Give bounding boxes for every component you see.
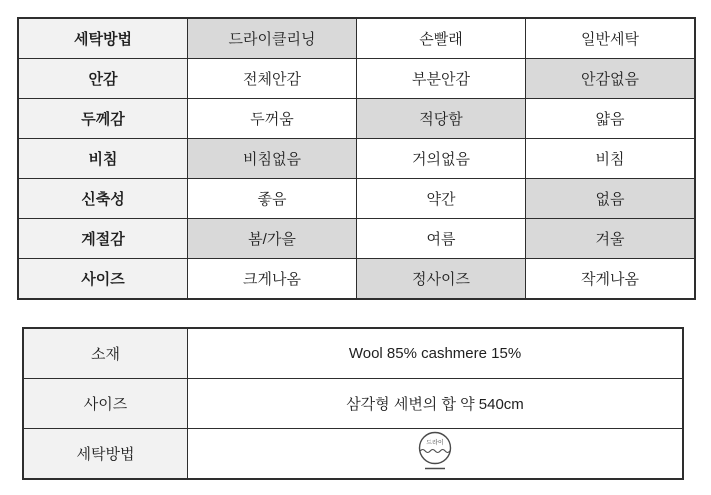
option-cell: 겨울 — [526, 219, 696, 259]
detail-value: 삼각형 세변의 합 약 540cm — [188, 379, 684, 429]
table-row — [18, 18, 695, 59]
option-cell: 작게나옴 — [526, 259, 696, 300]
row-label: 신축성 — [18, 179, 188, 219]
option-cell: 비침 — [526, 139, 696, 179]
row-label: 사이즈 — [18, 259, 188, 300]
row-label: 소재 — [23, 328, 188, 379]
option-cell: 좋음 — [188, 179, 357, 219]
row-label: 계절감 — [18, 219, 188, 259]
detail-value — [188, 429, 684, 480]
table-row — [23, 429, 683, 480]
option-cell: 안감없음 — [526, 59, 696, 99]
option-cell: 일반세탁 — [526, 18, 696, 59]
option-cell: 거의없음 — [357, 139, 526, 179]
option-cell: 정사이즈 — [357, 259, 526, 300]
table-row — [18, 219, 695, 259]
table-row — [23, 328, 683, 379]
option-cell: 여름 — [357, 219, 526, 259]
table-row — [18, 179, 695, 219]
table-row — [18, 99, 695, 139]
option-cell: 두꺼움 — [188, 99, 357, 139]
option-cell: 전체안감 — [188, 59, 357, 99]
row-label: 안감 — [18, 59, 188, 99]
option-cell: 없음 — [526, 179, 696, 219]
row-label: 비침 — [18, 139, 188, 179]
row-label: 두께감 — [18, 99, 188, 139]
dry-clean-icon-label: 드라이 — [426, 440, 444, 446]
row-label: 사이즈 — [23, 379, 188, 429]
detail-value: Wool 85% cashmere 15% — [188, 328, 684, 379]
table-row — [18, 139, 695, 179]
row-label: 세탁방법 — [23, 429, 188, 480]
care-options-table — [17, 17, 696, 300]
option-cell: 크게나옴 — [188, 259, 357, 300]
product-detail-table — [22, 327, 684, 480]
table-row — [23, 379, 683, 429]
option-cell: 적당함 — [357, 99, 526, 139]
option-cell: 얇음 — [526, 99, 696, 139]
dry-clean-icon — [416, 431, 454, 473]
option-cell: 드라이클리닝 — [188, 18, 357, 59]
row-label: 세탁방법 — [18, 18, 188, 59]
option-cell: 약간 — [357, 179, 526, 219]
option-cell: 손빨래 — [357, 18, 526, 59]
table-row — [18, 259, 695, 300]
table-row — [18, 59, 695, 99]
option-cell: 비침없음 — [188, 139, 357, 179]
option-cell: 봄/가을 — [188, 219, 357, 259]
option-cell: 부분안감 — [357, 59, 526, 99]
